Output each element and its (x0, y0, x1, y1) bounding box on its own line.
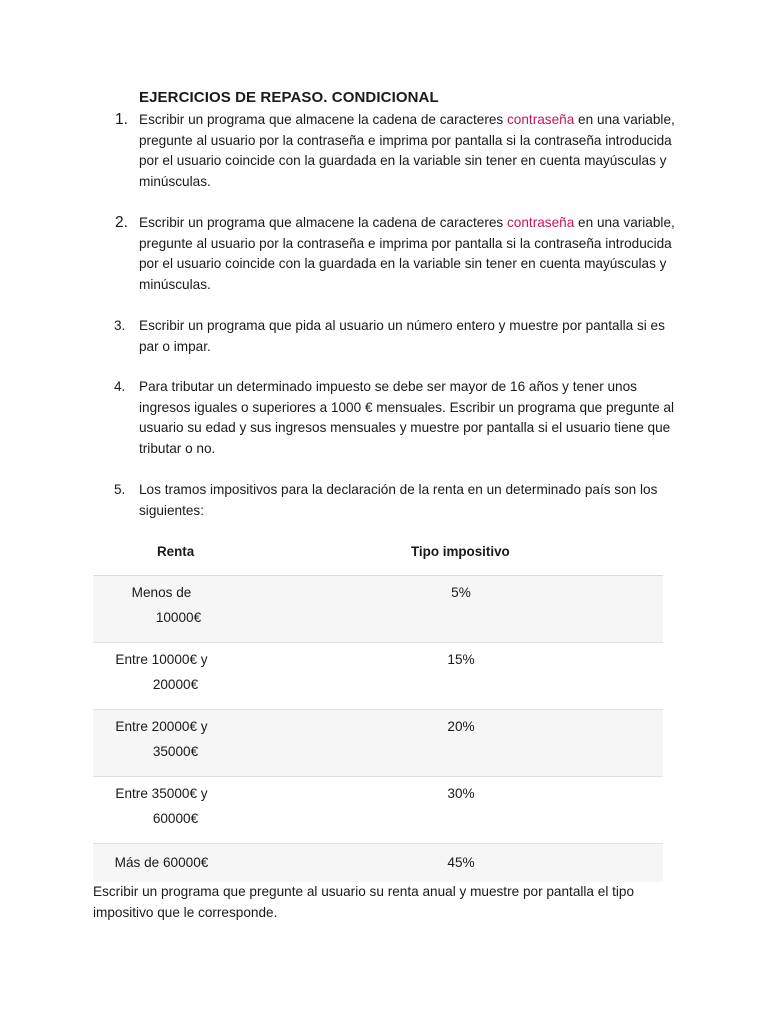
header-tipo-impositivo: Tipo impositivo (411, 544, 510, 559)
table-row (93, 576, 663, 643)
cell-tipo: 45% (447, 855, 475, 870)
cell-line: 60000€ (152, 811, 199, 826)
table-header (93, 538, 663, 576)
header-renta: Renta (157, 544, 195, 559)
cell-line: Entre 10000€ y (115, 652, 208, 667)
cell-tipo: 20% (447, 719, 475, 734)
table-row (93, 643, 663, 710)
cell-line: 35000€ (152, 744, 199, 759)
table-row (93, 710, 663, 777)
cell-tipo: 15% (447, 652, 475, 667)
exercise-text: Los tramos impositivos para la declaración de la renta en un determinado país son los siguientes: (139, 482, 658, 518)
exercise-text (139, 110, 679, 192)
exercise-number: 1. (115, 111, 128, 128)
table-row (93, 844, 663, 882)
cell-renta (93, 647, 230, 697)
tax-brackets-table (93, 538, 663, 882)
table-row (93, 777, 663, 844)
closing-instruction: Escribir un programa que pregunte al usuario su renta anual y muestre por pantalla el tipo impositivo que le corresponde. (93, 884, 635, 920)
text-segment: Escribir un programa que almacene la cadena de caracteres (139, 112, 507, 127)
exercise-number: 5. (114, 482, 126, 497)
keyword-highlight: contraseña (507, 215, 575, 230)
exercise-text: Para tributar un determinado impuesto se debe ser mayor de 16 años y tener unos ingresos iguales o superiores a 1000 € mensuales. Escribir un programa que pregunte al usuario su edad y sus ingresos mensuales y muestre por pantalla si el usuario tiene que tributar o no. (139, 379, 675, 456)
text-segment: en una variable, pregunte al usuario por la contraseña e imprima por pantalla si la contraseña introducida por el usuario coincide con la guardada en la variable sin tener en cuenta mayúsculas y minúsculas. (139, 215, 675, 292)
text-segment: en una variable, pregunte al usuario por la contraseña e imprima por pantalla si la contraseña introducida por el usuario coincide con la guardada en la variable sin tener en cuenta mayúsculas y minúsculas. (139, 112, 675, 189)
exercise-text (139, 213, 679, 295)
cell-line: 10000€ (155, 610, 202, 625)
keyword-highlight: contraseña (507, 112, 575, 127)
cell-renta (93, 714, 230, 764)
exercise-number: 2. (115, 214, 128, 231)
exercise-number: 4. (114, 379, 126, 394)
cell-renta (93, 576, 230, 630)
cell-tipo: 5% (451, 585, 471, 600)
cell-renta: Más de 60000€ (114, 855, 209, 870)
cell-renta (93, 781, 230, 831)
exercise-text: Escribir un programa que pida al usuario un número entero y muestre por pantalla si es par o impar. (139, 318, 665, 354)
cell-line: Menos de (131, 585, 192, 600)
cell-line: Entre 20000€ y (115, 719, 208, 734)
cell-tipo: 30% (447, 786, 475, 801)
page-title: EJERCICIOS DE REPASO. CONDICIONAL (139, 89, 439, 106)
text-segment: Escribir un programa que almacene la cadena de caracteres (139, 215, 507, 230)
cell-line: 20000€ (152, 677, 199, 692)
cell-line: Entre 35000€ y (115, 786, 208, 801)
exercise-number: 3. (114, 318, 126, 333)
